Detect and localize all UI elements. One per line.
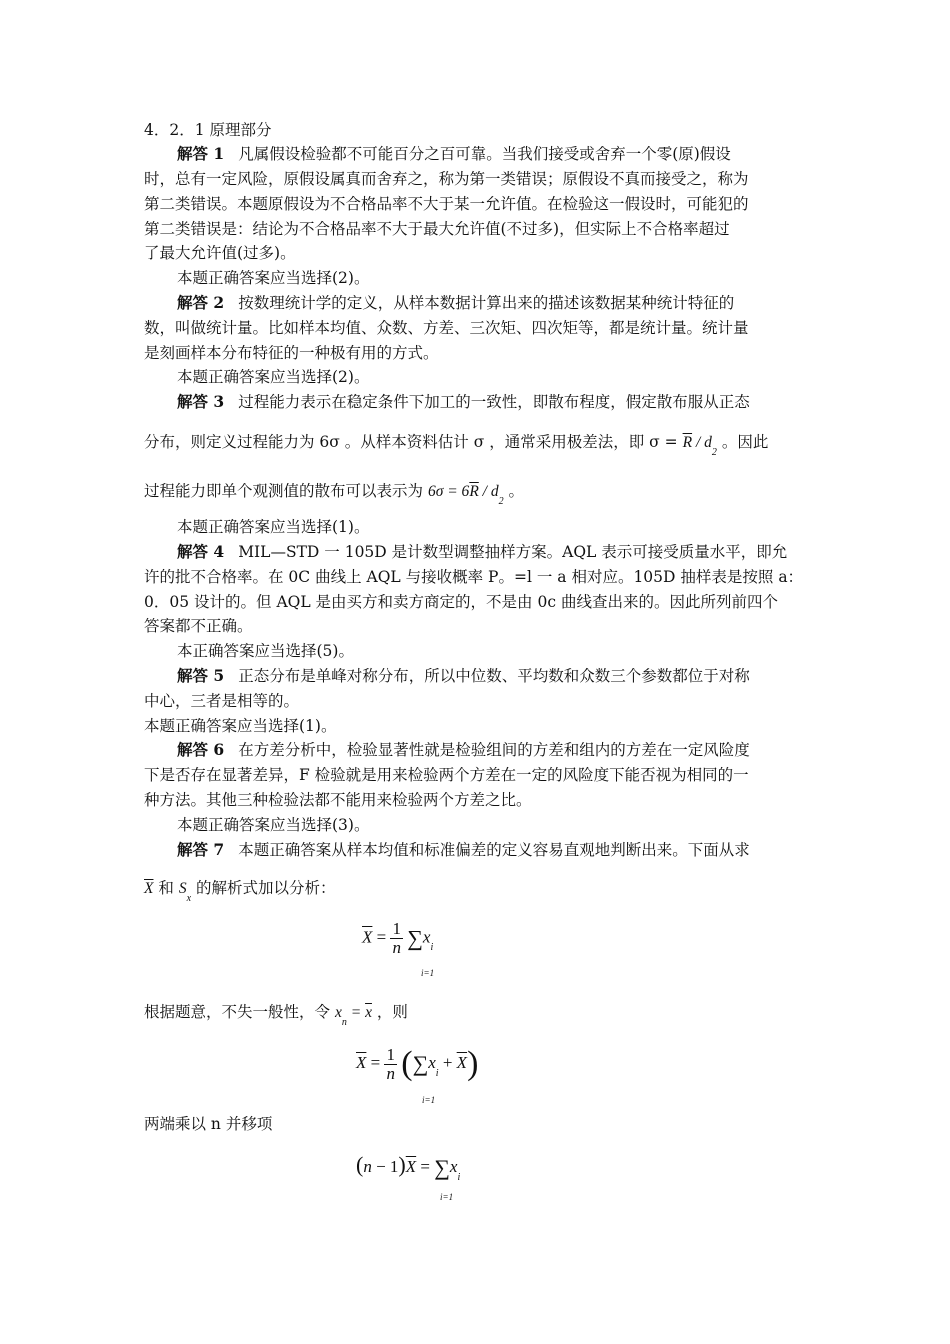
answer-3-conclusion: 本题正确答案应当选择(1)。 <box>177 518 370 536</box>
xbar-symbol: $\overline{X}$ <box>144 880 154 897</box>
answer-5-line-2: 中心，三者是相等的。 <box>144 692 300 710</box>
answer-3-line-2: 分布，则定义过程能力为 6σ 。从样本资料估计 σ ，通常采用极差法，即 $\sigma = \overline{R} / d_2$ 。因此 <box>144 433 769 458</box>
section-title: 4．2．1 原理部分 <box>144 121 272 139</box>
answer-7-line-1: 解答 7 本题正确答案从样本均值和标准偏差的定义容易直观地判断出来。下面从求 <box>177 840 750 859</box>
answer-2-line-3: 是刻画样本分布特征的一种极有用的方式。 <box>144 344 439 362</box>
answer-4-line-2: 许的批不合格率。在 0C 曲线上 AQL 与接收概率 P。=l 一 a 相对应。105D 抽样表是按照 a： <box>144 568 804 586</box>
answer-7-line-4: 两端乘以 n 并移项 <box>144 1115 273 1133</box>
answer-4-conclusion: 本正确答案应当选择(5)。 <box>177 642 354 660</box>
answer-7-line-2: $\overline{X}$ 和 $S_x$ 的解析式加以分析： <box>144 879 336 904</box>
answer-1-label: 解答 1 <box>177 144 225 163</box>
answer-2-label: 解答 2 <box>177 293 225 312</box>
answer-5-conclusion: 本题正确答案应当选择(1)。 <box>144 717 337 735</box>
formula-r-over-d2: $\overline{R} / d_2$ <box>682 434 717 458</box>
answer-6-line-1: 解答 6 在方差分析中，检验显著性就是检验组间的方差和组内的方差在一定风险度 <box>177 740 750 759</box>
answer-1-line-2: 时，总有一定风险，原假设属真而舍弃之，称为第一类错误；原假设不真而接受之，称为 <box>144 170 749 188</box>
answer-7-label: 解答 7 <box>177 840 225 859</box>
answer-2-line-1: 解答 2 按数理统计学的定义，从样本数据计算出来的描述该数据某种统计特征的 <box>177 293 735 312</box>
xn-equals-xbar: $x_n = \overline{x}$ <box>334 1004 372 1028</box>
answer-1-conclusion: 本题正确答案应当选择(2)。 <box>177 269 370 287</box>
answer-1-line-3: 第二类错误。本题原假设为不合格品率不大于某一允许值。在检验这一假设时，可能犯的 <box>144 195 749 213</box>
answer-3-label: 解答 3 <box>177 392 225 411</box>
formula-6sigma: $6\sigma = 6\overline{R} / d_2$ <box>427 483 504 507</box>
equation-mean-substituted: $\overline{X}$ = $\frac{1}{n}$ $(\sum x_i + \overline{X})$ i=1 <box>356 1044 479 1105</box>
answer-2-conclusion: 本题正确答案应当选择(2)。 <box>177 368 370 386</box>
answer-7-line-3: 根据题意，不失一般性，令 $x_n = \overline{x}$ ，则 <box>144 1003 408 1028</box>
answer-6-label: 解答 6 <box>177 740 225 759</box>
equation-mean: $\overline{X}$ = $\frac{1}{n}$ $\sum x_i$ i=1 <box>362 919 435 978</box>
answer-1-line-1: 解答 1 凡属假设检验都不可能百分之百可靠。当我们接受或舍弃一个零(原)假设 <box>177 144 731 163</box>
answer-5-line-1: 解答 5 正态分布是单峰对称分布，所以中位数、平均数和众数三个参数都位于对称 <box>177 666 750 685</box>
answer-6-line-3: 种方法。其他三种检验法都不能用来检验两个方差之比。 <box>144 791 532 809</box>
equation-rearranged: $(n - 1)\overline{X} = \sum x_i$ i=1 <box>356 1152 461 1202</box>
answer-6-conclusion: 本题正确答案应当选择(3)。 <box>177 816 370 834</box>
answer-4-line-3: 0．05 设计的。但 AQL 是由买方和卖方商定的，不是由 0c 曲线查出来的。因此所列前四个 <box>144 593 778 611</box>
answer-5-label: 解答 5 <box>177 666 225 685</box>
answer-4-label: 解答 4 <box>177 542 225 561</box>
answer-2-line-2: 数，叫做统计量。比如样本均值、众数、方差、三次矩、四次矩等，都是统计量。统计量 <box>144 319 749 337</box>
answer-1-line-5: 了最大允许值(过多)。 <box>144 244 296 262</box>
answer-6-line-2: 下是否存在显著差异，F 检验就是用来检验两个方差在一定的风险度下能否视为相同的一 <box>144 766 749 784</box>
answer-3-line-1: 解答 3 过程能力表示在稳定条件下加工的一致性，即散布程度，假定散布服从正态 <box>177 392 750 411</box>
answer-3-line-3: 过程能力即单个观测值的散布可以表示为 $6\sigma = 6\overline{R} / d_2$ 。 <box>144 482 525 507</box>
sx-symbol: $S_x$ <box>178 880 192 904</box>
answer-4-line-1: 解答 4 MIL—STD 一 105D 是计数型调整抽样方案。AQL 表示可接受质量水平，即允 <box>177 542 788 561</box>
answer-1-line-4: 第二类错误是：结论为不合格品率不大于最大允许值(不过多)，但实际上不合格率超过 <box>144 220 730 238</box>
answer-4-line-4: 答案都不正确。 <box>144 617 253 635</box>
